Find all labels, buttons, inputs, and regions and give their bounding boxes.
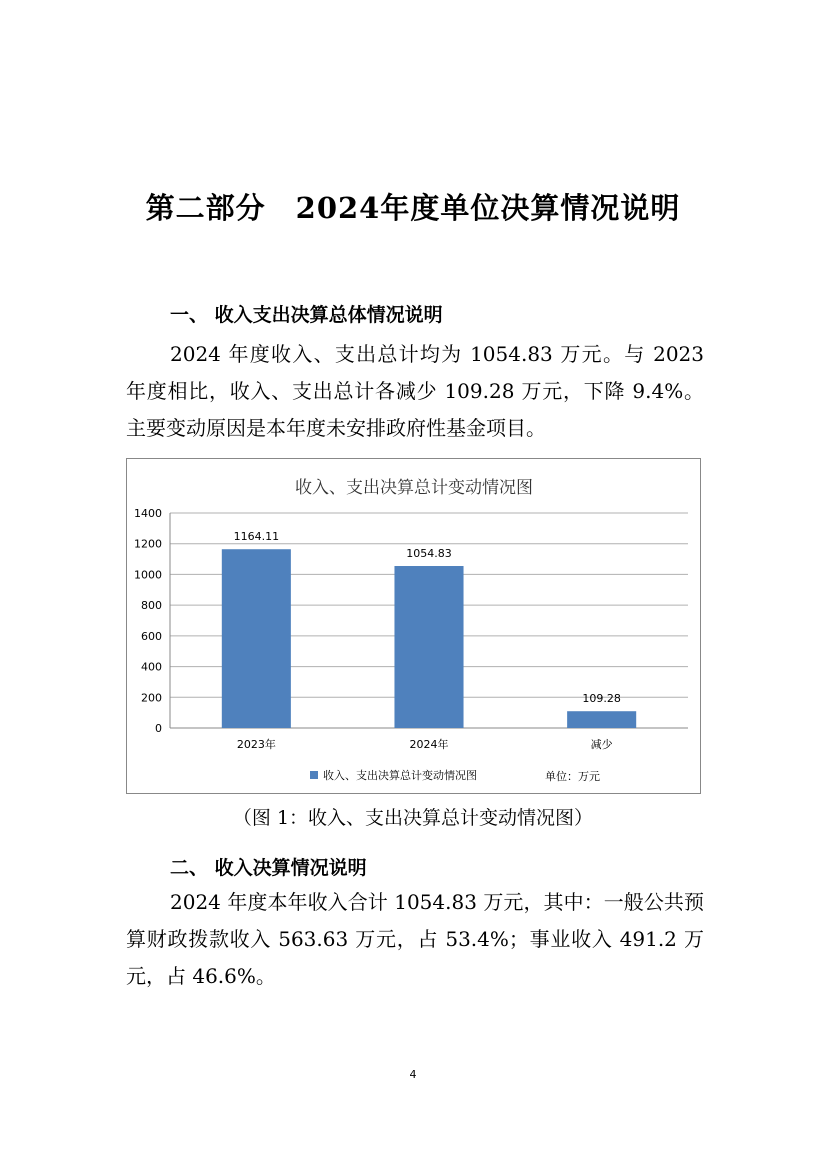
page-number: 4 <box>409 1068 417 1081</box>
y-tick-label: 600 <box>141 629 162 643</box>
legend-swatch <box>310 771 318 779</box>
y-tick-label: 1400 <box>134 507 162 520</box>
y-tick-label: 400 <box>141 660 162 674</box>
figure-caption: （图 1：收入、支出决算总计变动情况图） <box>232 807 594 829</box>
legend-label: 收入、支出决算总计变动情况图 <box>323 769 477 782</box>
y-tick-label: 0 <box>155 722 162 735</box>
x-tick-label: 减少 <box>590 738 613 751</box>
paragraph-overview: 2024 年度收入、支出总计均为 1054.83 万元。与 2023 年度相比，收入、支出总计各减少 109.28 万元，下降 9.4%。主要变动原因是本年度未安排政府性基金项目。 <box>126 342 704 440</box>
x-tick-label: 2023年 <box>236 738 276 751</box>
section-heading-income: 二、 收入决算情况说明 <box>170 857 367 879</box>
bar <box>567 711 636 728</box>
bar <box>222 549 291 728</box>
data-label: 1054.83 <box>406 547 452 561</box>
page-title: 第二部分 2024年度单位决算情况说明 <box>145 191 681 225</box>
unit-note: 单位：万元 <box>545 770 600 783</box>
y-tick-label: 1200 <box>134 537 162 551</box>
x-tick-label: 2024年 <box>409 738 449 751</box>
paragraph-income: 2024 年度本年收入合计 1054.83 万元，其中：一般公共预算财政拨款收入 563.63 万元，占 53.4%；事业收入 491.2 万元，占 46.6%。 <box>126 890 704 988</box>
data-label: 109.28 <box>582 692 621 706</box>
data-label: 1164.11 <box>233 530 280 544</box>
chart-title: 收入、支出决算总计变动情况图 <box>295 478 533 498</box>
y-tick-label: 200 <box>141 691 162 705</box>
chart-canvas <box>127 459 702 795</box>
bar <box>394 566 463 728</box>
y-tick-label: 800 <box>141 599 162 613</box>
income-expense-chart <box>126 458 701 794</box>
y-tick-label: 1000 <box>134 568 162 582</box>
section-heading-overview: 一、 收入支出决算总体情况说明 <box>170 304 443 326</box>
